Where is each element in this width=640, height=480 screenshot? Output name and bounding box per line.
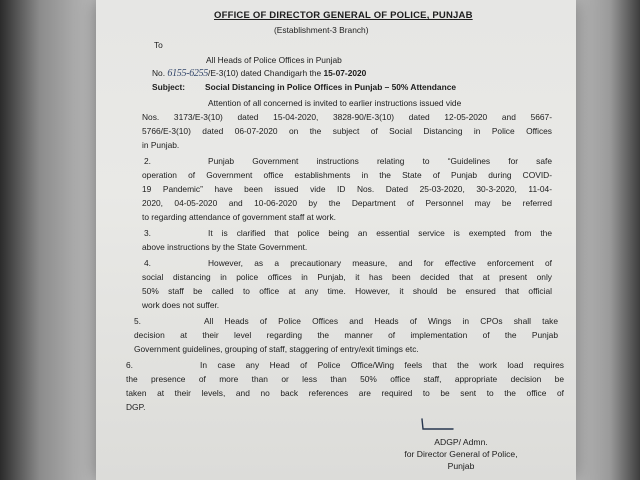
intro-line: 5766/E-3(10) dated 06-07-2020 on the subject of Social Distancing in Police Offices: [142, 126, 552, 136]
signature-mark: [419, 418, 457, 432]
branch-name: (Establishment-3 Branch): [274, 25, 369, 35]
paragraph-line: It is clarified that police being an essential service is exempted from the: [208, 228, 552, 238]
paragraph-line: to regarding attendance of government staff at work.: [142, 212, 336, 222]
subject-line: [152, 82, 457, 93]
paragraph-line: social distancing in police offices in Punjab, it has been decided that at present only: [142, 272, 552, 282]
paragraph-line: In case any Head of Police Office/Wing feels that the work load requires: [200, 360, 564, 370]
office-title: OFFICE OF DIRECTOR GENERAL OF POLICE, PUNJAB: [214, 10, 473, 21]
letter-page: [96, 0, 576, 480]
ref-prefix: No.: [152, 68, 166, 78]
intro-line: in Punjab.: [142, 140, 180, 150]
paragraph-line: operation of Government office establishments in the State of Punjab during COVID-: [142, 170, 552, 180]
addressee: All Heads of Police Offices in Punjab: [206, 55, 342, 65]
paragraph-line: Government guidelines, grouping of staff, staggering of entry/exit timings etc.: [134, 344, 419, 354]
paragraph-line: All Heads of Police Offices and Heads of Wings in CPOs shall take: [204, 316, 558, 326]
signatory-for-line: for Director General of Police,: [404, 449, 518, 459]
paragraph-line: 19 Pandemic” have been issued vide ID Nos. Dated 25-03-2020, 30-3-2020, 11-04-: [142, 184, 552, 194]
paragraph-number: 5.: [134, 316, 141, 326]
subject-label: Subject:: [152, 82, 186, 92]
paragraph-line: above instructions by the State Government.: [142, 242, 308, 252]
signatory-designation: ADGP/ Admn.: [434, 437, 488, 447]
paragraph-line: However, as a precautionary measure, and for effective enforcement of: [208, 258, 552, 268]
paragraph-line: taken at their levels, and no back references are required to be sent to the office of: [126, 388, 564, 398]
ref-number-handwritten: 6155-6255: [167, 68, 209, 79]
paragraph-line: 50% staff be called to office at any time. However, it should be ensured that official: [142, 286, 552, 296]
paragraph-line: work does not suffer.: [142, 300, 220, 310]
ref-suffix: /E-3(10) dated Chandigarh the: [208, 68, 322, 78]
paragraph-line: DGP.: [126, 402, 146, 412]
paragraph-number: 4.: [144, 258, 151, 268]
paragraph-line: decision at their level regarding the manner of implementation of the Punjab: [134, 330, 558, 340]
reference-line: [152, 68, 366, 79]
paragraph-number: 2.: [144, 156, 151, 166]
to-label: To: [154, 40, 163, 50]
intro-line: Attention of all concerned is invited to earlier instructions issued vide: [208, 98, 462, 108]
paragraph-line: 2020, 04-05-2020 and 10-06-2020 by the Department of Personnel may be referred: [142, 198, 552, 208]
ref-date: 15-07-2020: [323, 68, 367, 78]
paragraph-number: 3.: [144, 228, 151, 238]
intro-line: Nos. 3173/E-3(10) dated 15-04-2020, 3828-90/E-3(10) dated 12-05-2020 and 5667-: [142, 112, 552, 122]
paragraph-line: Punjab Government instructions relating to “Guidelines for safe: [208, 156, 552, 166]
signatory-place: Punjab: [447, 461, 475, 471]
subject-text: Social Distancing in Police Offices in Punjab – 50% Attendance: [205, 82, 457, 92]
paragraph-line: the presence of more than or less than 50% office staff, appropriate decision be: [126, 374, 564, 384]
paragraph-number: 6.: [126, 360, 133, 370]
